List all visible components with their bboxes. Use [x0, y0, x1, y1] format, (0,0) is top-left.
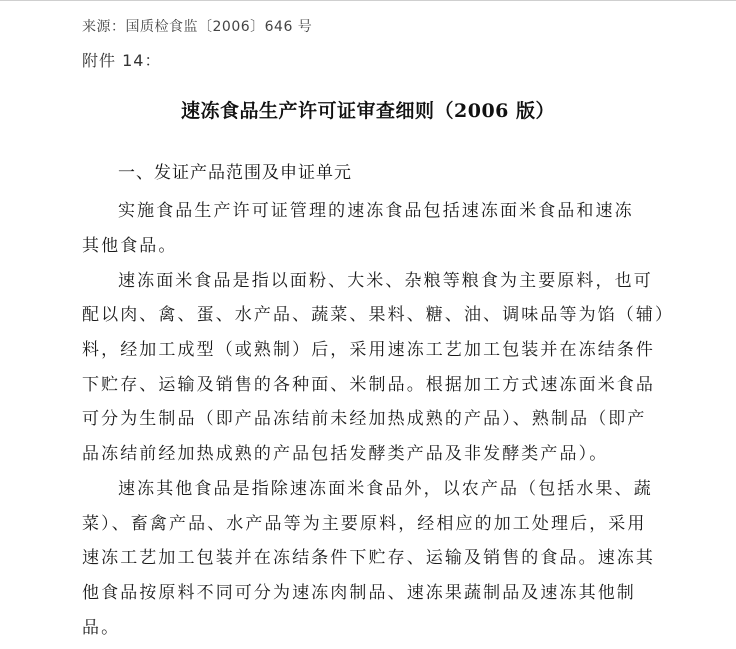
document-title: 速冻食品生产许可证审查细则（2006 版） — [181, 100, 555, 122]
paragraph-line: 菜）、畜禽产品、水产品等为主要原料，经相应的加工处理后，采用 — [82, 514, 647, 534]
attachment-label: 附件 14： — [82, 51, 162, 70]
paragraph-line: 可分为生制品（即产品冻结前未经加热成熟的产品）、熟制品（即产 — [82, 409, 647, 429]
paragraph-line: 速冻工艺加工包装并在冻结条件下贮存、运输及销售的食品。速冻其 — [82, 548, 655, 568]
paragraph-line: 速冻其他食品是指除速冻面米食品外，以农产品（包括水果、蔬 — [118, 479, 653, 499]
paragraph-line: 料，经加工成型（或熟制）后，采用速冻工艺加工包装并在冻结条件 — [82, 340, 655, 360]
top-divider — [0, 0, 736, 1]
paragraph-line: 其他食品。 — [82, 236, 178, 256]
paragraph-line: 下贮存、运输及销售的各种面、米制品。根据加工方式速冻面米食品 — [82, 375, 655, 395]
source-reference: 来源：国质检食监〔2006〕646 号 — [82, 19, 313, 35]
paragraph-line: 品冻结前经加热成熟的产品包括发酵类产品及非发酵类产品）。 — [82, 444, 609, 464]
section-heading: 一、发证产品范围及申证单元 — [118, 163, 352, 183]
paragraph-line: 速冻面米食品是指以面粉、大米、杂粮等粮食为主要原料，也可 — [118, 271, 653, 291]
paragraph-line: 实施食品生产许可证管理的速冻食品包括速冻面米食品和速冻 — [118, 201, 634, 221]
paragraph-line: 他食品按原料不同可分为速冻肉制品、速冻果蔬制品及速冻其他制 — [82, 583, 636, 603]
paragraph-line: 配以肉、禽、蛋、水产品、蔬菜、果料、糖、油、调味品等为馅（辅） — [82, 305, 675, 325]
paragraph-line: 品。 — [82, 618, 121, 638]
